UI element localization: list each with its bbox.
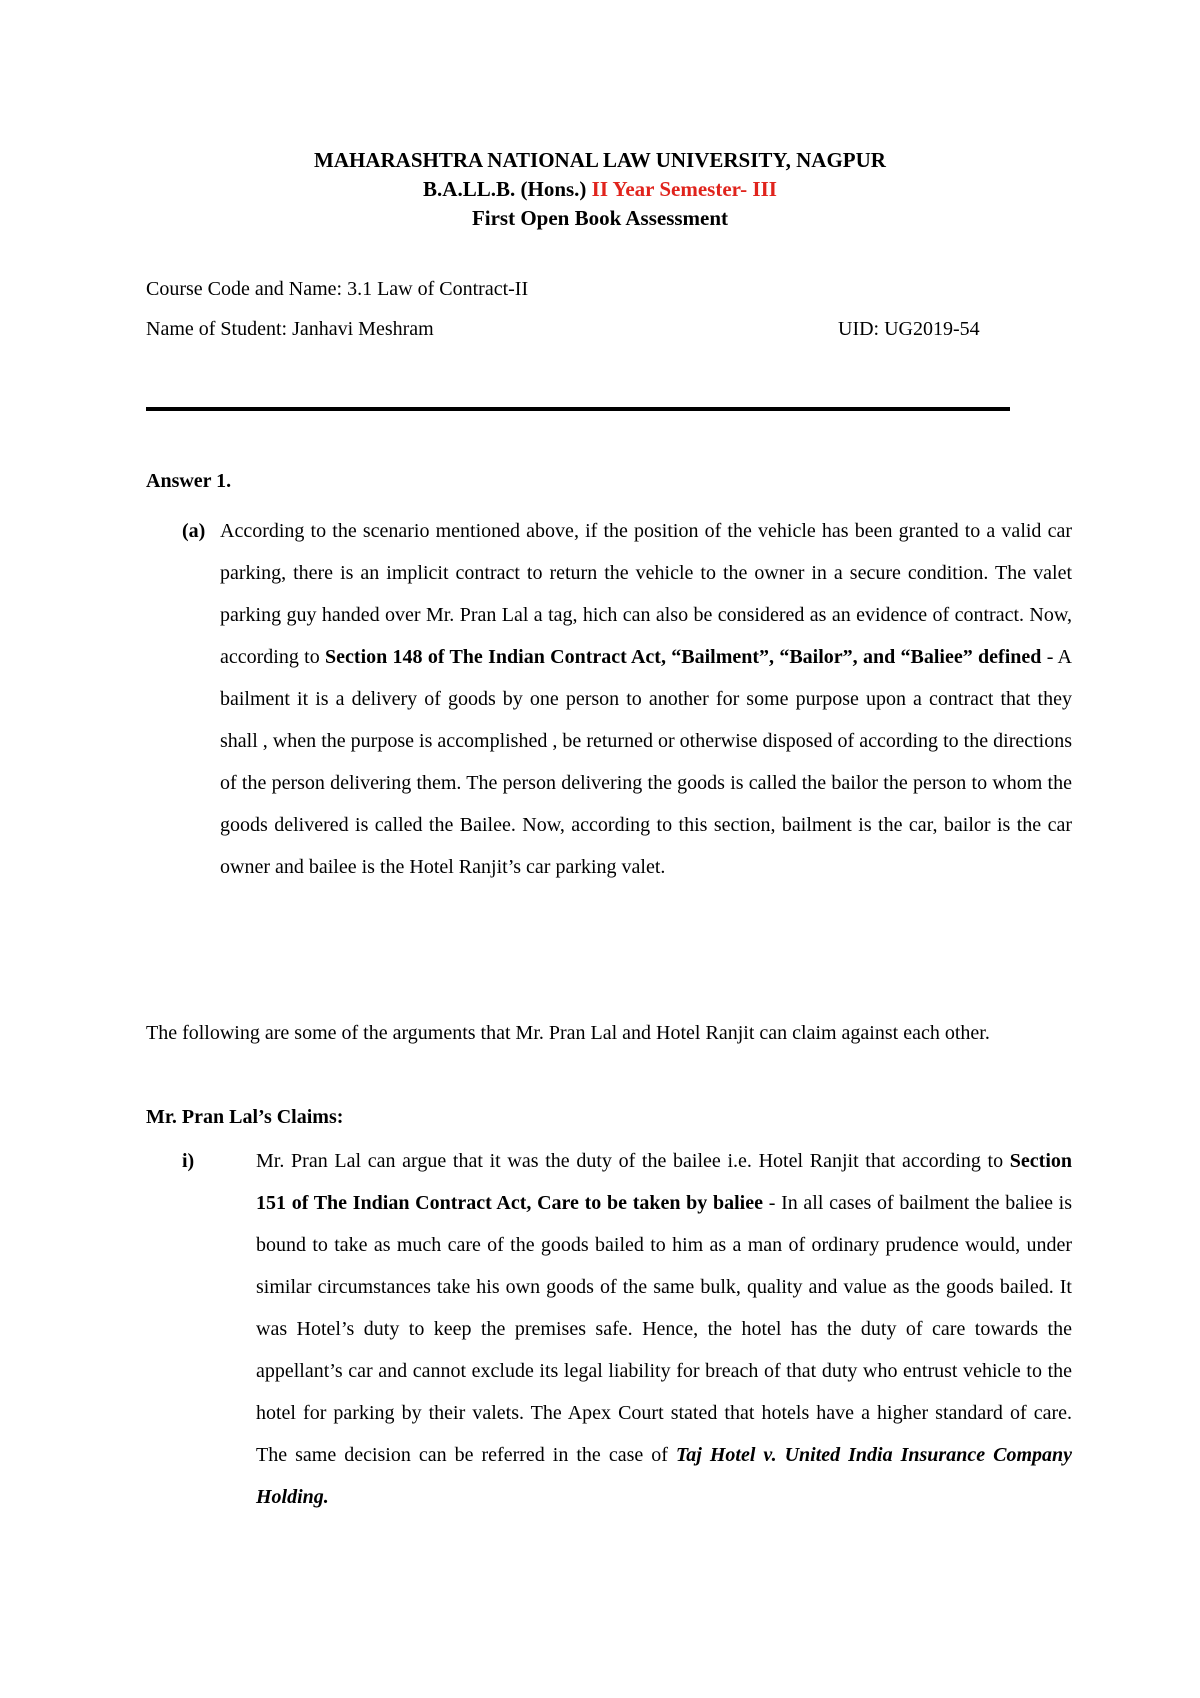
university-name: MAHARASHTRA NATIONAL LAW UNIVERSITY, NAGPUR <box>314 148 886 172</box>
claims-heading: Mr. Pran Lal’s Claims: <box>146 1106 344 1128</box>
student-uid: UID: UG2019-54 <box>838 318 980 340</box>
student-name: Name of Student: Janhavi Meshram <box>146 318 434 340</box>
section-148-reference: Section 148 of The Indian Contract Act, “Bailment”, “Bailor”, and “Baliee” defined <box>325 646 1042 668</box>
case-citation: Taj Hotel v. United India Insurance Company Holding. <box>256 1444 1072 1508</box>
following-paragraph <box>146 1012 1072 1054</box>
programme: B.A.LL.B. (Hons.) <box>423 177 587 201</box>
claim-i-label: i) <box>182 1150 195 1172</box>
claim-i-text-2: - In all cases of bailment the baliee is bound to take as much care of the goods bailed to him as a man of ordinary prudence would, under similar circumstances take his own goods of the same bulk, quality and value as the goods bailed. It was Hotel’s duty to keep the premises safe. Hence, the hotel has the duty of care towards the appellant’s car and cannot exclude its legal liability for breach of that duty who entrust vehicle to the hotel for parking by their valets. The Apex Court stated that hotels have a higher standard of care. The same decision can be referred in the case of <box>256 1192 1072 1466</box>
part-a-label: (a) <box>182 520 206 542</box>
part-a-paragraph <box>220 510 1072 888</box>
part-a-text-2: - A bailment it is a delivery of goods by one person to another for some purpose upon a contract that they shall , when the purpose is accomplished , be returned or otherwise disposed of according to the directions of the person delivering them. The person delivering the goods is called the bailor the person to whom the goods delivered is called the Bailee. Now, according to this section, bailment is the car, bailor is the car owner and bailee is the Hotel Ranjit’s car parking valet. <box>220 646 1073 878</box>
claim-i-paragraph <box>256 1140 1072 1518</box>
following-text: The following are some of the arguments that Mr. Pran Lal and Hotel Ranjit can claim against each other. <box>146 1022 990 1044</box>
answer-title: Answer 1. <box>146 470 232 492</box>
course-line: Course Code and Name: 3.1 Law of Contract-II <box>146 278 529 300</box>
assessment-title: First Open Book Assessment <box>471 206 729 230</box>
programme-line <box>0 175 1200 204</box>
section-151-reference: Section 151 of The Indian Contract Act, Care to be taken by baliee <box>256 1150 1072 1214</box>
part-a-text-1: According to the scenario mentioned above, if the position of the vehicle has been granted to a valid car parking, there is an implicit contract to return the vehicle to the owner in a secure condition. The valet parking guy handed over Mr. Pran Lal a tag, hich can also be considered as an evidence of contract. Now, according to <box>220 520 1072 668</box>
divider-line <box>146 407 1010 411</box>
year-semester: II Year Semester- III <box>591 177 777 201</box>
document-header <box>0 146 1200 233</box>
claim-i-text-1: Mr. Pran Lal can argue that it was the duty of the bailee i.e. Hotel Ranjit that according to <box>256 1150 1010 1172</box>
